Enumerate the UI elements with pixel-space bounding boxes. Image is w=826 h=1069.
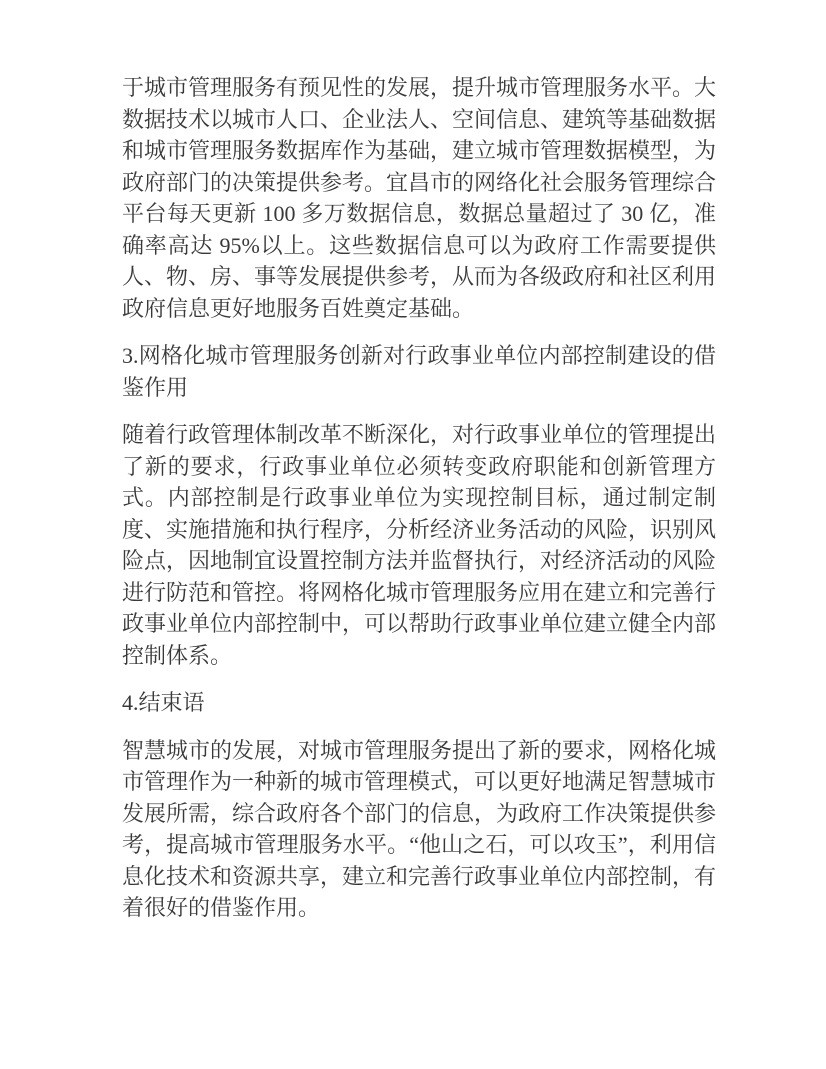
paragraph-conclusion: 智慧城市的发展，对城市管理服务提出了新的要求，网格化城市管理作为一种新的城市管理模式，可以更好地满足智慧城市发展所需，综合政府各个部门的信息，为政府工作决策提供参考，提高城市管理服务水平。“他山之石，可以攻玉”，利用信息化技术和资源共享，建立和完善行政事业单位内部控制，有着很好的借鉴作用。 — [122, 737, 717, 920]
paragraph-big-data: 于城市管理服务有预见性的发展，提升城市管理服务水平。大数据技术以城市人口、企业法人、空间信息、建筑等基础数据和城市管理服务数据库作为基础，建立城市管理数据模型，为政府部门的决策提供参考。宜昌市的网络化社会服务管理综合平台每天更新 100 多万数据信息，数据总量超过了 30 亿，准确率高达 95%以上。这些数据信息可以为政府工作需要提供人、物、房、事等发展提供参考，从而为各级政府和社区利用政府信息更好地服务百姓奠定基础。 — [122, 75, 717, 321]
paragraph-internal-control: 随着行政管理体制改革不断深化，对行政事业单位的管理提出了新的要求，行政事业单位必须转变政府职能和创新管理方式。内部控制是行政事业单位为实现控制目标，通过制定制度、实施措施和执行程序，分析经济业务活动的风险，识别风险点，因地制宜设置控制方法并监督执行，对经济活动的风险进行防范和管控。将网格化城市管理服务应用在建立和完善行政事业单位内部控制中，可以帮助行政事业单位建立健全内部控制体系。 — [122, 422, 717, 668]
section-heading-4: 4.结束语 — [122, 690, 205, 715]
section-heading-3: 3.网格化城市管理服务创新对行政事业单位内部控制建设的借鉴作用 — [122, 343, 716, 400]
